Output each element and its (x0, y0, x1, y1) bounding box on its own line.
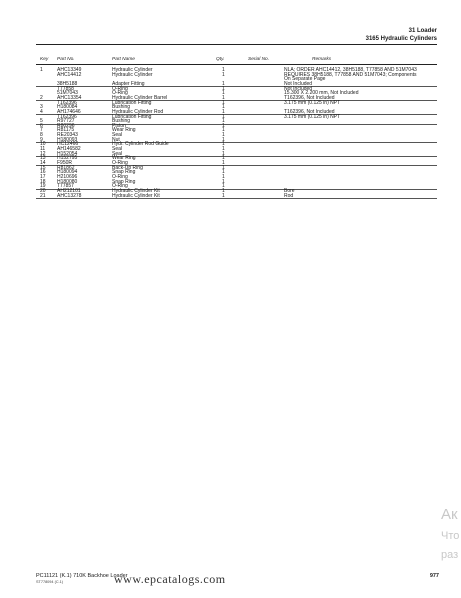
cell-qty: 1 (222, 108, 225, 115)
cell-name: Bushing (112, 118, 131, 125)
col-header-part-name: Part Name (112, 57, 135, 62)
cell-qty: 1 (222, 169, 225, 176)
cell-key: 20 (40, 187, 46, 194)
cell-rem: 15.300 X 2.200 mm, Not Included (284, 90, 359, 97)
cell-name: Hydraulic Cylinder Kit (112, 192, 160, 199)
cell-qty: 1 (222, 173, 225, 180)
overlay-watermark-line1: Ак (441, 506, 458, 523)
cell-qty: 1 (222, 160, 225, 166)
cell-rem: 3.175 mm (0.125 in) NPT (284, 99, 341, 106)
cell-part: T162396 (57, 113, 77, 120)
cell-name: Lubrication Fitting (112, 113, 152, 120)
cell-key: 14 (40, 160, 46, 166)
cell-qty: 1 (222, 94, 225, 101)
cell-name: Wear Ring (112, 155, 136, 162)
cell-name: O-Ring (112, 160, 128, 166)
cell-key: 7 (40, 127, 43, 134)
cell-part: T162396 (57, 99, 77, 106)
cell-name: Hydraulic Cylinder (112, 71, 153, 78)
cell-part: AHC13278 (57, 192, 82, 199)
cell-name: O-Ring (112, 85, 128, 92)
cell-name: Snap Ring (112, 169, 136, 176)
cell-name: Piston (112, 122, 126, 129)
section-title: 31 Loader (408, 28, 437, 34)
cell-name: Adapter Fitting (112, 80, 145, 87)
overlay-watermark-line2: Что (441, 530, 460, 542)
cell-name: Hydraulic Cylinder Kit (112, 187, 160, 194)
footer-catalog-id: PC11121 (K.1) 710K Backhoe Loader (36, 573, 128, 579)
columns-rule (36, 64, 437, 65)
cell-rem: Not Included (284, 85, 313, 92)
overlay-watermark-line3: раз (441, 549, 459, 561)
cell-name: Hydraulic Cylinder (112, 67, 153, 73)
cell-rem: T162396, Not Included (284, 94, 335, 101)
row-separator (36, 198, 437, 199)
cell-key: 4 (40, 108, 43, 115)
cell-part: AHC13354 (57, 94, 82, 101)
cell-name: Hydraulic Cylinder Rod (112, 108, 164, 115)
header-rule (36, 44, 437, 45)
cell-key: 5 (40, 118, 43, 125)
cell-name: O-Ring (112, 90, 128, 97)
cell-name: O-Ring (112, 183, 128, 190)
cell-qty: 1 (222, 155, 225, 162)
cell-part: 38H5188 (57, 80, 78, 87)
page-number: 977 (429, 573, 439, 579)
cell-name: Bushing (112, 104, 131, 111)
cell-rem: Not Included (284, 80, 313, 87)
cell-qty: 1 (222, 104, 225, 111)
cell-qty: 1 (222, 164, 225, 171)
cell-key: 18 (40, 178, 46, 185)
cell-qty: 1 (222, 132, 225, 139)
cell-qty: 1 (222, 127, 225, 134)
cell-key: 1 (40, 67, 43, 73)
col-header-part-no: Part No. (57, 57, 75, 62)
cell-key: 6 (40, 122, 43, 129)
cell-part: 51M7043 (57, 90, 78, 97)
cell-qty: 1 (222, 146, 225, 153)
cell-qty: 1 (222, 113, 225, 120)
cell-qty: 1 (222, 183, 225, 190)
cell-part: R81862 (57, 164, 75, 171)
cell-qty: 1 (222, 71, 225, 78)
cell-part: R81175 (57, 127, 75, 134)
cell-name: O-Ring (112, 173, 128, 180)
cell-rem: Rod (284, 192, 294, 199)
cell-qty: 1 (222, 122, 225, 129)
cell-key: 11 (40, 146, 46, 153)
cell-name: Wear Ring (112, 127, 136, 134)
cell-key: 21 (40, 192, 46, 199)
footer-doc-id: ST778094 (C.1) (36, 580, 64, 584)
cell-part: H180084 (57, 104, 78, 111)
cell-part: AH146582 (57, 146, 81, 153)
cell-name: Hydr. Cylinder Rod Guide (112, 141, 169, 148)
cell-key: 15 (40, 164, 46, 171)
cell-key: 9 (40, 136, 43, 143)
cell-qty: 1 (222, 67, 225, 73)
cell-name: Seal (112, 146, 123, 153)
col-header-remarks: Remarks (312, 57, 332, 62)
cell-name: Lubrication Fitting (112, 99, 152, 106)
cell-qty: 1 (222, 192, 225, 199)
cell-qty: 1 (222, 178, 225, 185)
cell-part: T77857 (57, 183, 74, 190)
cell-part: R80296 (57, 122, 75, 129)
cell-rem: REQUIRES 38H5188, T77858 AND 51M7043; Components (284, 71, 417, 78)
cell-part: HC12466 (57, 141, 79, 148)
cell-part: AHC13349 (57, 67, 82, 73)
cell-qty: 1 (222, 80, 225, 87)
cell-key: 16 (40, 169, 46, 176)
cell-rem: T162396, Not Included (284, 108, 335, 115)
cell-qty: 1 (222, 85, 225, 92)
cell-name: Nut (112, 136, 120, 143)
cell-part: R97727 (57, 118, 75, 125)
cell-part: H180094 (57, 169, 78, 176)
cell-rem: On Separate Page (284, 76, 326, 83)
cell-key: 13 (40, 155, 46, 162)
cell-part: H180093 (57, 136, 78, 143)
cell-rem: 3.175 mm (0.125 in) NPT (284, 113, 341, 120)
cell-key: 3 (40, 104, 43, 111)
cell-part: F950R (57, 160, 73, 166)
cell-part: RE20343 (57, 132, 78, 139)
cell-part: H210696 (57, 173, 78, 180)
cell-qty: 1 (222, 90, 225, 97)
col-header-key: Key (40, 57, 49, 62)
cell-key: 2 (40, 94, 43, 101)
cell-part: H152054 (57, 150, 78, 157)
cell-part: AHC14412 (57, 71, 82, 78)
cell-part: H180080 (57, 178, 78, 185)
cell-rem: Bore (284, 187, 295, 194)
cell-qty: 1 (222, 136, 225, 143)
cell-part: H152795 (57, 155, 78, 162)
cell-qty: 1 (222, 99, 225, 106)
cell-key: 10 (40, 141, 46, 148)
cell-name: Seal (112, 150, 123, 157)
cell-name: Snap Ring (112, 178, 136, 185)
cell-key: 12 (40, 150, 46, 157)
col-header-serial-no: Serial No. (248, 57, 270, 62)
cell-qty: 1 (222, 187, 225, 194)
cell-rem: NLA; ORDER AHC14412, 38H5188, T77858 AND 51M7043 (284, 67, 417, 73)
cell-name: Hydraulic Cylinder Barrel (112, 94, 168, 101)
cell-key: 8 (40, 132, 43, 139)
cell-qty: 1 (222, 150, 225, 157)
site-watermark: www.epcatalogs.com (114, 572, 226, 586)
cell-qty: 1 (222, 141, 225, 148)
cell-key: 19 (40, 183, 46, 190)
cell-qty: 1 (222, 118, 225, 125)
group-title: 3165 Hydraulic Cylinders (365, 36, 437, 42)
col-header-qty: Qty. (216, 57, 225, 62)
cell-part: AH174646 (57, 108, 81, 115)
cell-part: AH212101 (57, 187, 81, 194)
cell-name: Seal (112, 132, 123, 139)
cell-part: T77858 (57, 85, 74, 92)
cell-name: Back-Up Ring (112, 164, 143, 171)
cell-key: 17 (40, 173, 46, 180)
